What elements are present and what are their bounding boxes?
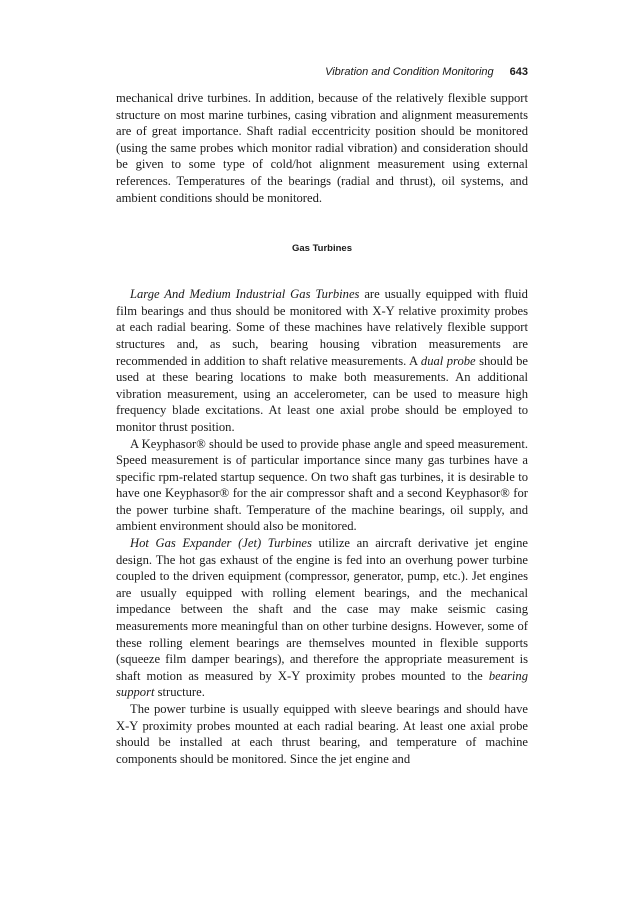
paragraph-text: should be used at these bearing locations to make both measurements. An additional vibration measurement, using an accelerometer, can be used to measure high frequency blade excitations. At least one axial probe should be employed to monitor thrust position. <box>116 353 529 434</box>
paragraph-marine-turbines: mechanical drive turbines. In addition, because of the relatively flexible support structure on most marine turbines, casing vibration and alignment measurements are of great importance. Shaft radial eccentricity position should be monitored (using the same probes which monitor radial vibration) and consideration should be given to some type of cold/hot alignment measurement using external references. Temperatures of the bearings (radial and thrust), oil systems, and ambient conditions should be monitored. <box>116 91 528 205</box>
emphasis-bearing-support: bearing support <box>116 668 528 700</box>
paragraph-industrial-gas-turbines <box>116 286 528 435</box>
paragraph-text: utilize an aircraft derivative jet engine design. The hot gas exhaust of the engine is fed into an overhung power turbine coupled to the driven equipment (compressor, generator, pump, etc.). Jet engines are usually equipped with rolling element bearings, and the mechanical impedance between the shaft and the case may make seismic casing measurements more meaningful than on other turbine designs. However, some of these rolling element bearings are themselves mounted in flexible supports (squeeze film damper bearings), and therefore the appropriate measurement is shaft motion as measured by X-Y proximity probes mounted to the <box>116 536 528 683</box>
paragraph-power-turbine: The power turbine is usually equipped with sleeve bearings and should have X-Y proximity probes mounted at each radial bearing. At least one axial probe should be installed at each thrust bearing, and temperature of machine components should be monitored. Since the jet engine and <box>116 702 528 766</box>
paragraph-hot-gas-expander <box>116 535 528 701</box>
book-page <box>116 62 528 767</box>
lead-in-hot-gas-expander: Hot Gas Expander (Jet) Turbines <box>130 536 312 551</box>
paragraph-keyphasor: A Keyphasor® should be used to provide phase angle and speed measurement. Speed measurement is of particular importance since many gas turbines have a specific rpm-related startup sequence. On two shaft gas turbines, it is desirable to have one Keyphasor® for the air compressor shaft and a second Keyphasor® for the power turbine shaft. Temperature of the machine bearings, oil supply, and ambient environment should also be monitored. <box>116 436 528 534</box>
emphasis-dual-probe: dual probe <box>420 353 476 368</box>
paragraph-text: are usually equipped with fluid film bearings and thus should be monitored with X-Y relative proximity probes at each radial bearing. Some of these machines have relatively flexible support structures and, as such, bearing housing vibration measurements are recommended in addition to shaft relative measurements. A <box>116 287 528 368</box>
page-number: 643 <box>509 66 528 78</box>
running-head <box>116 62 528 90</box>
running-title: Vibration and Condition Monitoring <box>325 66 494 78</box>
section-heading-gas-turbines: Gas Turbines <box>291 243 352 255</box>
paragraph-text: structure. <box>154 685 205 700</box>
lead-in-industrial-gas-turbines: Large And Medium Industrial Gas Turbines <box>130 287 360 302</box>
